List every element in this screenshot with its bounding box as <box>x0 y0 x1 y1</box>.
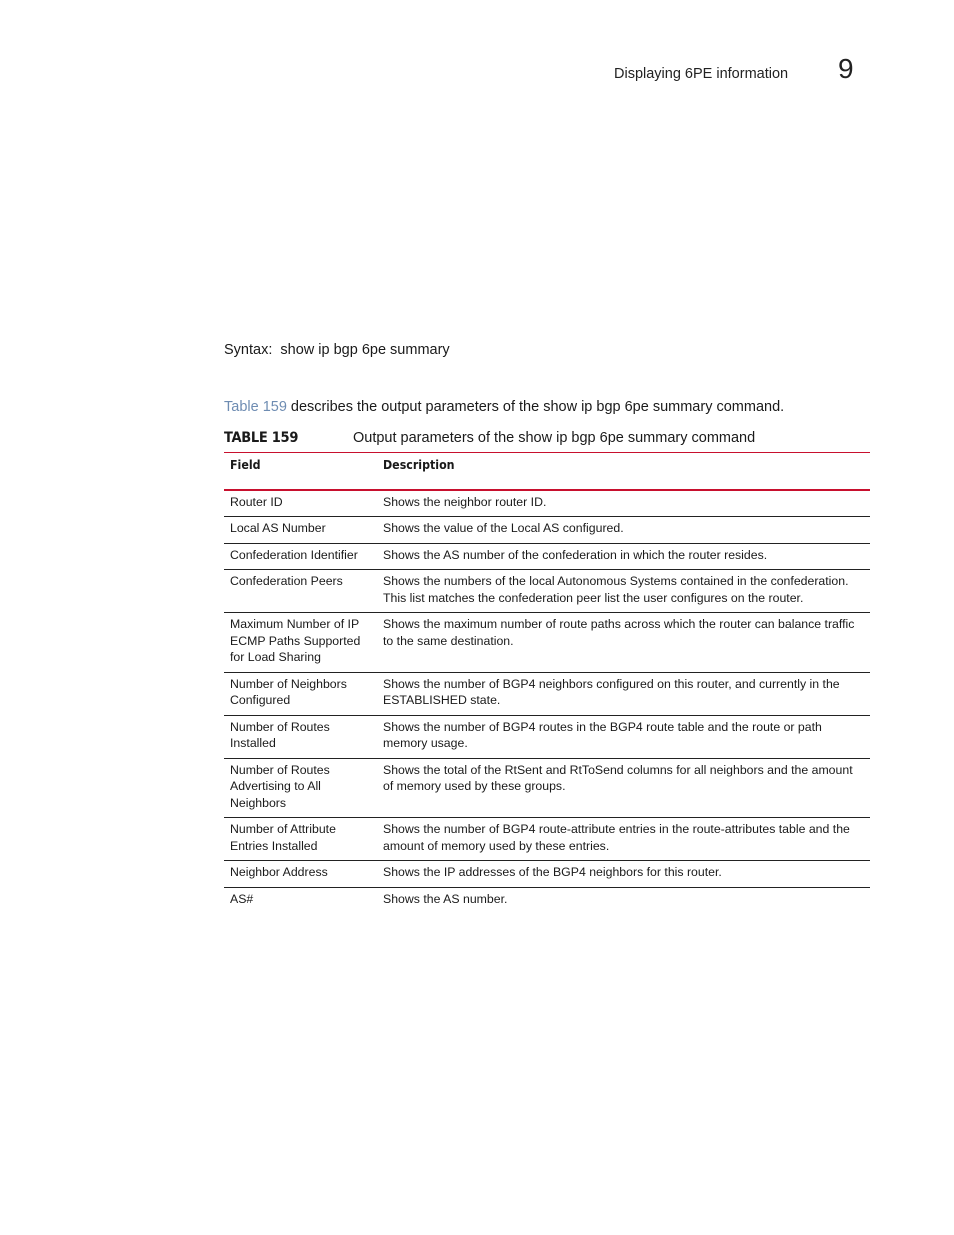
field-cell: Router ID <box>224 490 377 517</box>
description-cell: Shows the total of the RtSent and RtToSend columns for all neighbors and the amount of memory used by these groups. <box>377 758 870 818</box>
intro-paragraph <box>224 399 784 415</box>
description-cell: Shows the number of BGP4 routes in the BGP4 route table and the route or path memory usage. <box>377 715 870 758</box>
description-cell: Shows the number of BGP4 route-attribute entries in the route-attributes table and the amount of memory used by these entries. <box>377 818 870 861</box>
table-row <box>224 887 870 913</box>
table-row <box>224 613 870 673</box>
field-cell: Number of Neighbors Configured <box>224 672 377 715</box>
column-header-description: Description <box>377 453 870 490</box>
description-cell: Shows the number of BGP4 neighbors configured on this router, and currently in the ESTABLISHED state. <box>377 672 870 715</box>
table-row <box>224 490 870 517</box>
output-parameters-table <box>224 452 870 913</box>
syntax-line: Syntax: show ip bgp 6pe summary <box>224 342 450 358</box>
description-cell: Shows the neighbor router ID. <box>377 490 870 517</box>
description-cell: Shows the AS number. <box>383 891 508 906</box>
field-cell: AS# <box>230 891 254 906</box>
description-cell: Shows the numbers of the local Autonomous Systems contained in the confederation. This list matches the confederation peer list the user configures on the router. <box>377 570 870 613</box>
description-cell: Shows the value of the Local AS configured. <box>377 517 870 544</box>
description-cell: Shows the AS number of the confederation in which the router resides. <box>377 543 870 570</box>
table-row <box>224 517 870 544</box>
table-row <box>224 758 870 818</box>
table-cross-reference-link[interactable]: Table 159 <box>224 399 287 415</box>
table-caption <box>224 430 870 446</box>
intro-text: describes the output parameters of the show ip bgp 6pe summary command. <box>286 399 785 415</box>
field-cell: Number of Attribute Entries Installed <box>224 818 377 861</box>
table-caption-text: Output parameters of the show ip bgp 6pe summary command <box>353 430 756 446</box>
description-cell: Shows the IP addresses of the BGP4 neighbors for this router. <box>377 861 870 888</box>
field-cell: Confederation Peers <box>224 570 377 613</box>
table-row <box>224 570 870 613</box>
field-cell: Number of Routes Advertising to All Neighbors <box>224 758 377 818</box>
table-row <box>224 672 870 715</box>
description-cell: Shows the maximum number of route paths across which the router can balance traffic to the same destination. <box>377 613 870 673</box>
table-header-row <box>224 453 870 490</box>
table-row <box>224 543 870 570</box>
section-title: Displaying 6PE information <box>614 66 789 82</box>
field-cell: Confederation Identifier <box>224 543 377 570</box>
chapter-number: 9 <box>838 53 854 84</box>
table-label: TABLE 159 <box>224 430 299 446</box>
field-cell: Number of Routes Installed <box>224 715 377 758</box>
column-header-field: Field <box>224 453 377 490</box>
field-cell: Neighbor Address <box>224 861 377 888</box>
field-cell: Maximum Number of IP ECMP Paths Supported for Load Sharing <box>224 613 377 673</box>
table-row <box>224 861 870 888</box>
field-cell: Local AS Number <box>224 517 377 544</box>
table-row <box>224 715 870 758</box>
table-row <box>224 818 870 861</box>
